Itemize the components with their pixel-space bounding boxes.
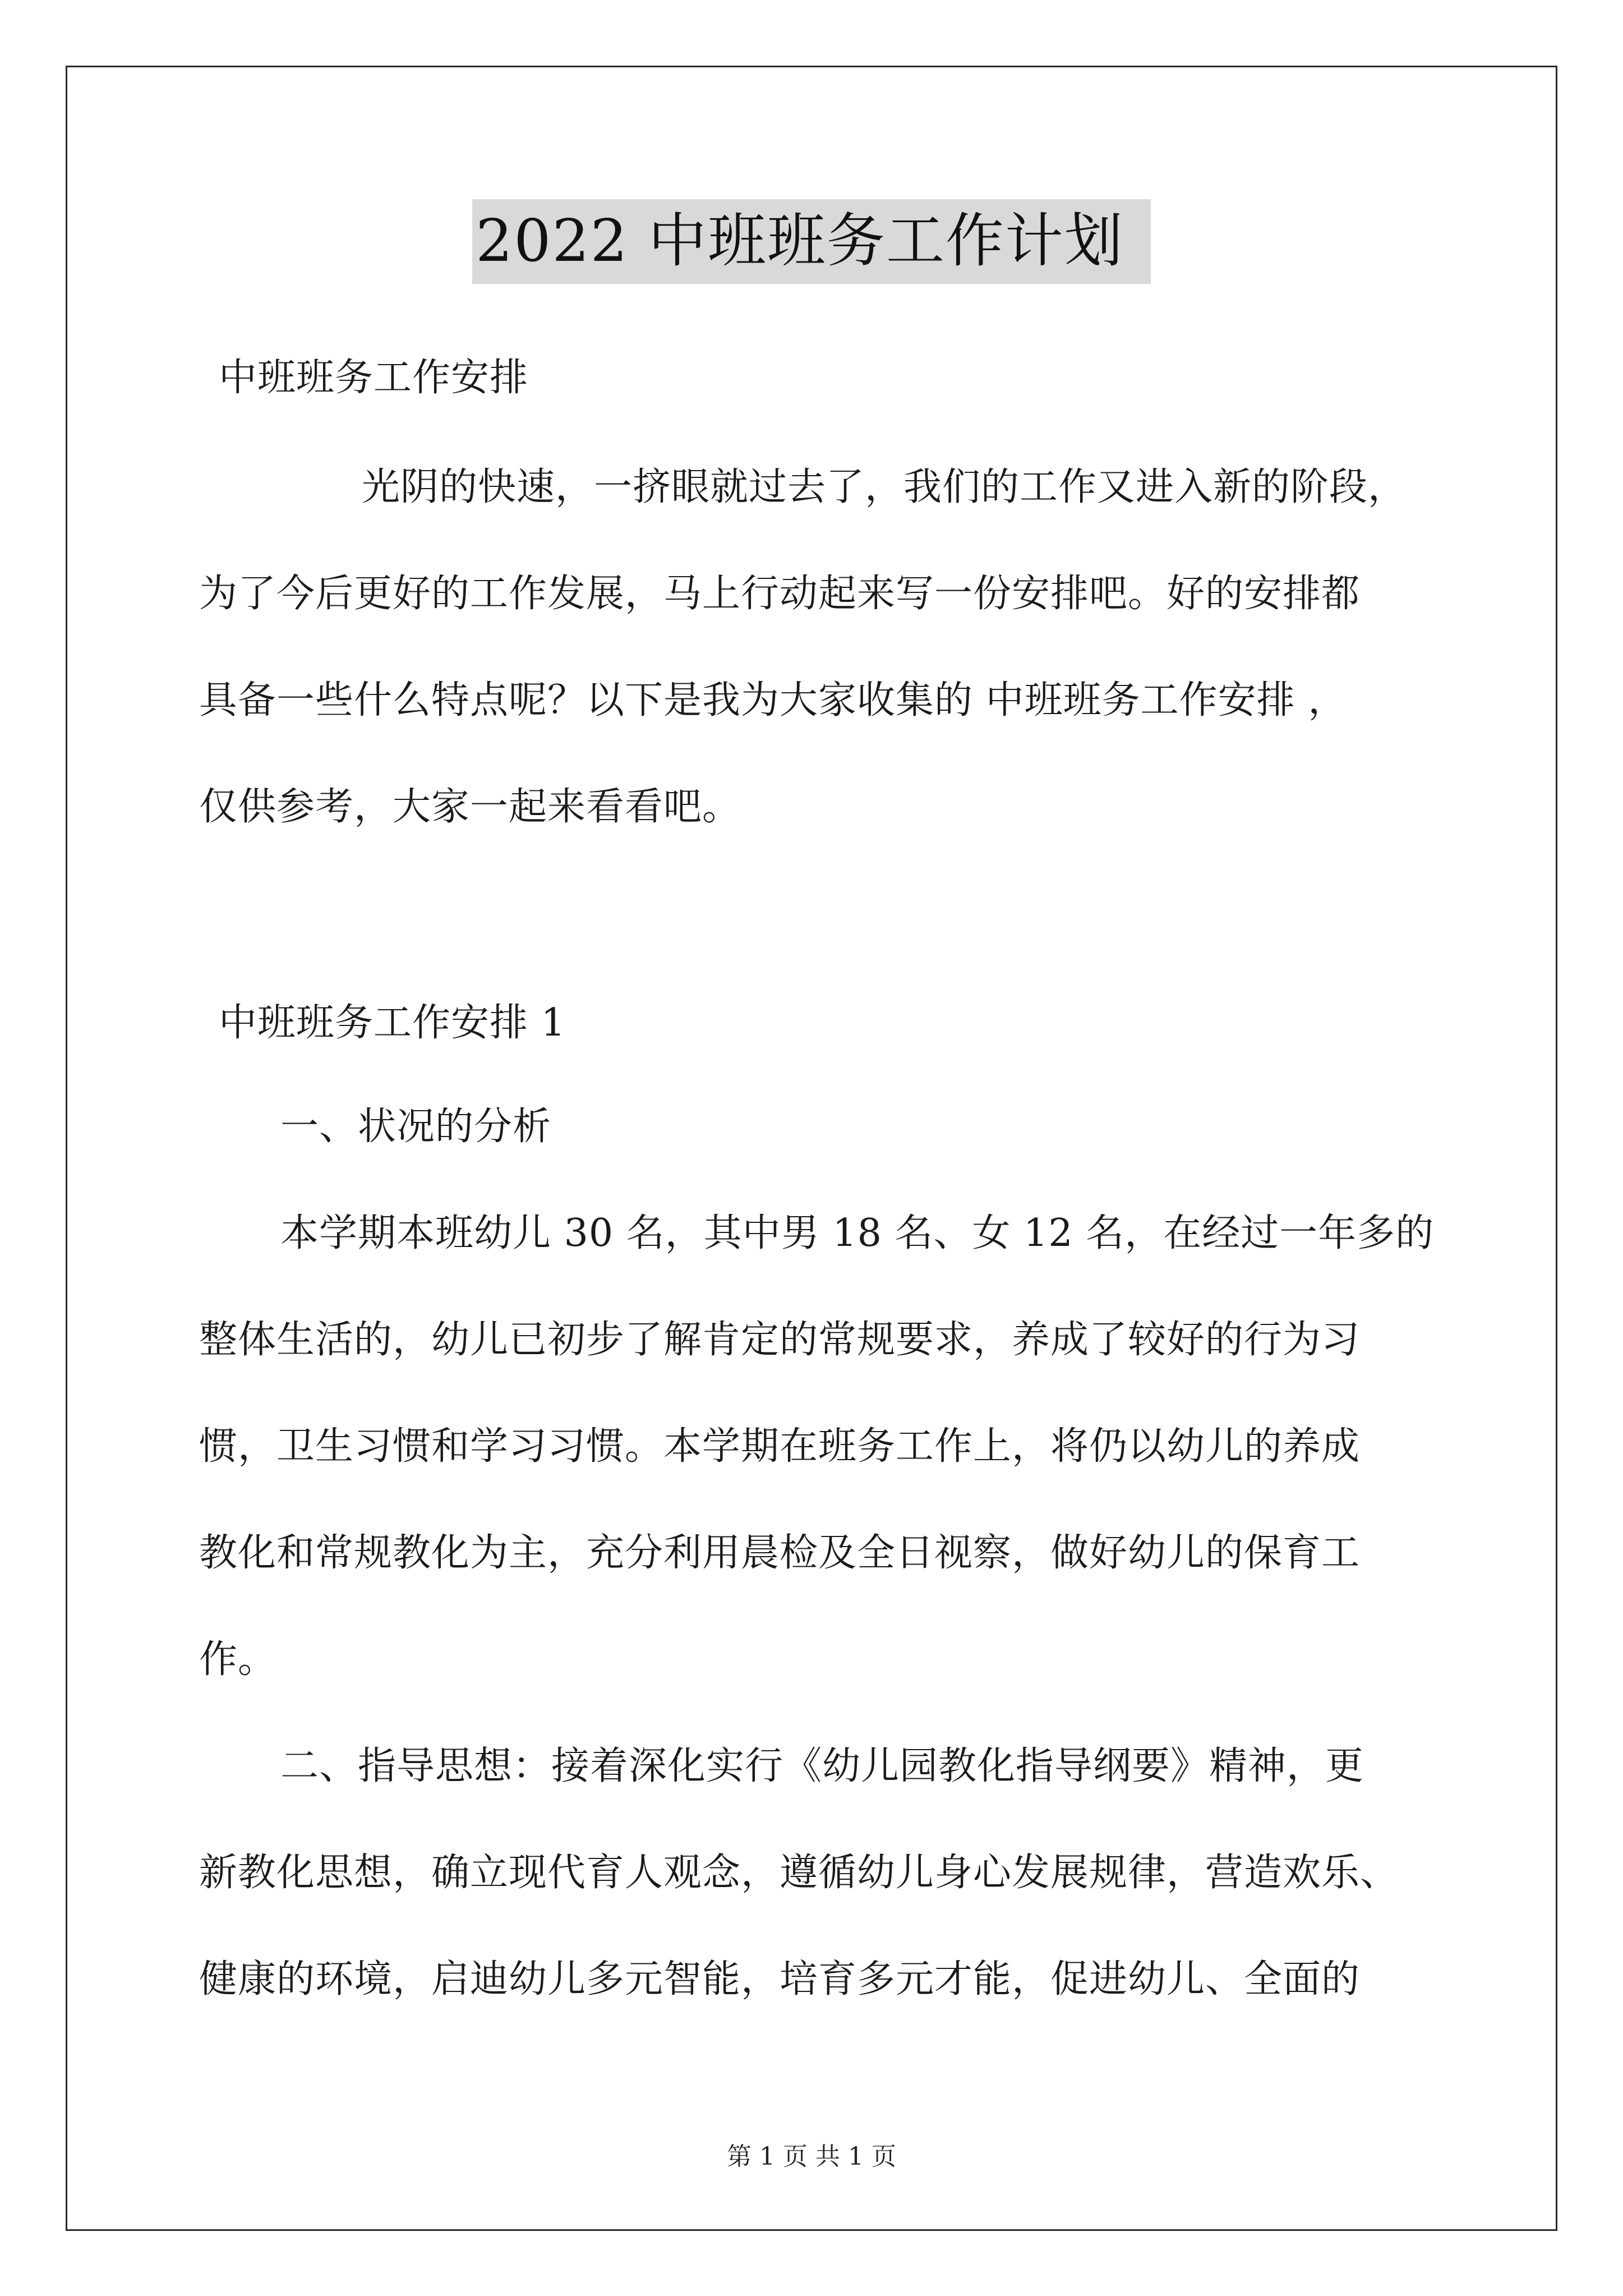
- intro-line-1: 光阴的快速，一挤眼就过去了，我们的工作又进入新的阶段，: [362, 465, 1407, 509]
- title-container: [0, 199, 1623, 284]
- intro-line-3: 具备一些什么特点呢？以下是我为大家收集的 中班班务工作安排 ，: [199, 678, 1347, 723]
- intro-line-2: 为了今后更好的工作发展，马上行动起来写一份安排吧。好的安排都: [199, 572, 1361, 616]
- document-title: 2022 中班班务工作计划: [472, 199, 1151, 284]
- subsection-heading-1: 一、状况的分析: [280, 1105, 552, 1149]
- body-line-6: 二、指导思想：接着深化实行《幼儿园教化指导纲要》精神，更: [280, 1744, 1364, 1788]
- intro-line-4: 仅供参考，大家一起来看看吧。: [199, 785, 741, 829]
- section-heading: 中班班务工作安排: [219, 356, 529, 400]
- body-line-2: 整体生活的，幼儿已初步了解肯定的常规要求，养成了较好的行为习: [199, 1318, 1361, 1362]
- page-footer: 第 1 页 共 1 页: [727, 2142, 896, 2171]
- body-line-4: 教化和常规教化为主，充分利用晨检及全日视察，做好幼儿的保育工: [199, 1531, 1361, 1575]
- plan-heading: 中班班务工作安排 1: [219, 1001, 566, 1045]
- body-line-3: 惯，卫生习惯和学习习惯。本学期在班务工作上，将仍以幼儿的养成: [199, 1424, 1361, 1469]
- body-line-1: 本学期本班幼儿 30 名，其中男 18 名、女 12 名，在经过一年多的: [280, 1211, 1435, 1255]
- body-line-8: 健康的环境，启迪幼儿多元智能，培育多元才能，促进幼儿、全面的: [199, 1957, 1361, 2001]
- body-line-5: 作。: [199, 1637, 277, 1682]
- body-line-7: 新教化思想，确立现代育人观念，遵循幼儿身心发展规律，营造欢乐、: [199, 1851, 1399, 1895]
